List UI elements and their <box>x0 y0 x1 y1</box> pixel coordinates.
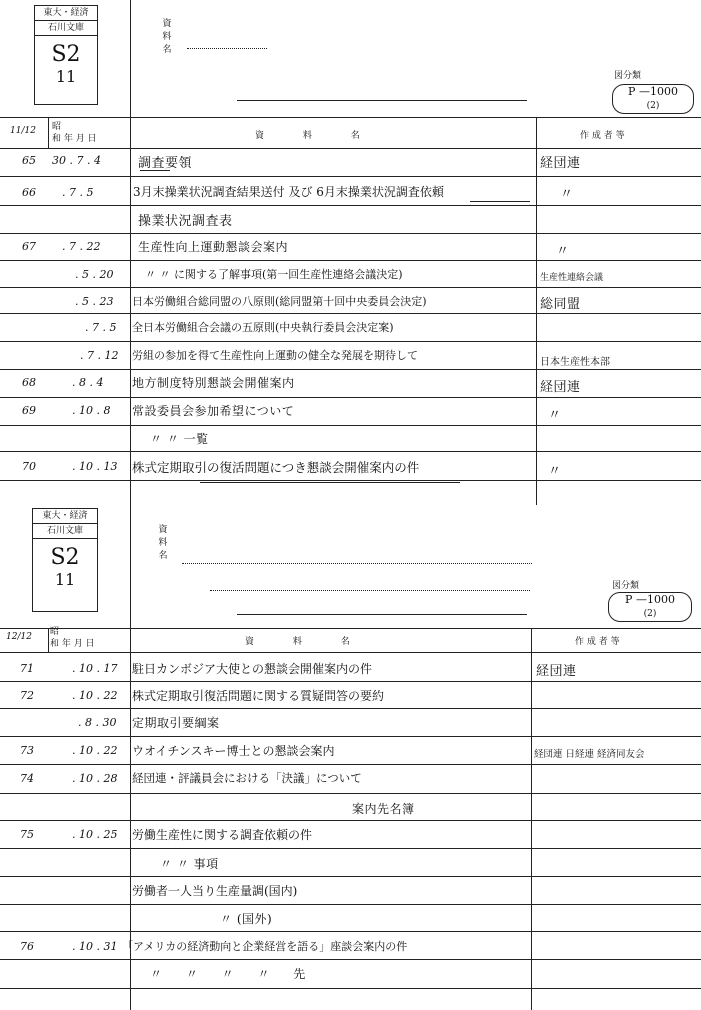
shiryo-mei-label-2: 資料名 <box>158 525 168 561</box>
item-date: . 7 . 22 <box>62 240 101 253</box>
item-author: 〃 <box>548 464 562 479</box>
item-title: 株式定期取引復活問題に関する質疑問答の要約 <box>132 689 385 703</box>
item-date: . 10 . 25 <box>72 828 118 841</box>
item-no: 67 <box>22 240 36 253</box>
item-title: 経団連・評議員会における「決議」について <box>132 771 362 785</box>
item-no: 73 <box>20 744 34 757</box>
item-title: 操業状況調査表 <box>138 214 233 229</box>
item-title: 案内先名簿 <box>352 802 415 816</box>
header-date-2: 和 年 月 日 <box>50 639 95 649</box>
stamp-institution: 東大・経済 <box>35 6 97 21</box>
item-author: 生産性連絡会議 <box>540 273 604 283</box>
header-author: 作 成 者 等 <box>580 131 625 141</box>
class-code: P —1000 <box>625 593 675 606</box>
item-no: 75 <box>20 828 34 841</box>
item-date: . 7 . 12 <box>80 349 119 362</box>
stamp-sub: 11 <box>55 67 77 86</box>
item-author: 経団連 <box>540 156 581 171</box>
item-author: 〃 <box>548 408 562 423</box>
item-title: 駐日カンボジア大使との懇談会開催案内の件 <box>132 662 373 676</box>
item-date: 30 . 7 . 4 <box>52 154 101 167</box>
item-no: 71 <box>20 662 34 675</box>
stamp-collection: 石川文庫 <box>35 21 97 36</box>
item-title: 調査要領 <box>138 156 193 171</box>
item-author: 総同盟 <box>540 297 581 312</box>
item-no: 76 <box>20 940 34 953</box>
class-sub: (2) <box>643 609 657 619</box>
item-no: 65 <box>22 154 36 167</box>
archive-stamp-2 <box>32 508 98 612</box>
item-author: 〃 <box>560 187 574 202</box>
header-date: 和 年 月 日 <box>52 134 97 144</box>
item-title: 日本労働組合総同盟の八原則(総同盟第十回中央委員会決定) <box>132 295 427 308</box>
item-title: 労働者一人当り生産量調(国内) <box>132 884 298 898</box>
item-no: 68 <box>22 376 36 389</box>
item-title: ウオイチンスキー博士との懇談会案内 <box>132 744 335 758</box>
stamp-collection: 石川文庫 <box>33 524 97 539</box>
item-date: . 5 . 23 <box>75 295 114 308</box>
class-label-2: 図分類 <box>612 581 640 591</box>
class-label: 図分類 <box>614 71 642 81</box>
item-no: 69 <box>22 404 36 417</box>
item-title: 労組の参加を得て生産性向上運動の健全な発展を期待して <box>132 349 418 362</box>
class-sub: (2) <box>646 101 660 111</box>
header-month-day: 11/12 <box>10 126 36 136</box>
item-date: . 5 . 20 <box>75 268 114 281</box>
item-title: 〃 〃 〃 〃 先 <box>150 967 316 981</box>
item-date: . 10 . 13 <box>72 460 118 473</box>
class-badge-2 <box>608 592 692 622</box>
item-title: 株式定期取引の復活問題につき懇談会開催案内の件 <box>132 460 420 475</box>
item-title: 地方制度特別懇談会開催案内 <box>132 376 295 390</box>
item-title: 「アメリカの経済動向と企業経営を語る」座談会案内の件 <box>122 940 408 953</box>
item-author: 経団連 <box>540 380 581 395</box>
item-title: 〃 (国外) <box>220 912 273 926</box>
item-title: 全日本労働組合会議の五原則(中央執行委員会決定案) <box>132 321 394 334</box>
item-date: . 7 . 5 <box>85 321 117 334</box>
class-badge <box>612 84 694 114</box>
header-era: 昭 <box>52 122 62 132</box>
item-no: 72 <box>20 689 34 702</box>
shiryo-mei-label: 資料名 <box>162 19 172 55</box>
item-author: 日本生産性本部 <box>540 357 610 368</box>
item-title: 常設委員会参加希望について <box>132 404 295 418</box>
header-era-2: 昭 <box>50 627 60 637</box>
item-no: 70 <box>22 460 36 473</box>
header-author-2: 作 成 者 等 <box>575 637 620 647</box>
stamp-institution: 東大・経済 <box>33 509 97 524</box>
item-no: 74 <box>20 772 34 785</box>
archive-stamp <box>34 5 98 105</box>
item-author: 経団連 <box>536 664 577 679</box>
stamp-code: S2 <box>51 42 81 67</box>
item-date: . 10 . 17 <box>72 662 118 675</box>
item-date: . 8 . 4 <box>72 376 104 389</box>
item-title: 〃 〃 に関する了解事項(第一回生産性連絡会議決定) <box>145 268 403 281</box>
item-date: . 10 . 8 <box>72 404 111 417</box>
item-title: 定期取引要綱案 <box>132 716 220 730</box>
item-date: . 7 . 5 <box>62 186 94 199</box>
item-title: 3月末操業状況調査結果送付 及び 6月末操業状況調査依頼 <box>133 185 444 199</box>
item-date: . 10 . 22 <box>72 744 118 757</box>
item-date: . 10 . 28 <box>72 772 118 785</box>
header-title-2: 資 料 名 <box>245 637 368 647</box>
stamp-code: S2 <box>50 545 80 570</box>
item-author: 経団連 日経連 経済同友会 <box>534 749 645 760</box>
header-title: 資 料 名 <box>255 131 378 141</box>
item-date: . 8 . 30 <box>78 716 117 729</box>
header-month-day-2: 12/12 <box>6 632 32 642</box>
item-title: 〃 〃 一覧 <box>150 432 209 446</box>
stamp-sub: 11 <box>54 570 76 589</box>
item-author: 〃 <box>556 244 570 259</box>
item-no: 66 <box>22 186 36 199</box>
item-title: 労働生産性に関する調査依頼の件 <box>132 828 313 842</box>
class-code: P —1000 <box>628 85 678 98</box>
item-title: 〃 〃 事項 <box>160 857 219 871</box>
item-date: . 10 . 22 <box>72 689 118 702</box>
item-title: 生産性向上運動懇談会案内 <box>138 240 289 254</box>
item-date: . 10 . 31 <box>72 940 118 953</box>
